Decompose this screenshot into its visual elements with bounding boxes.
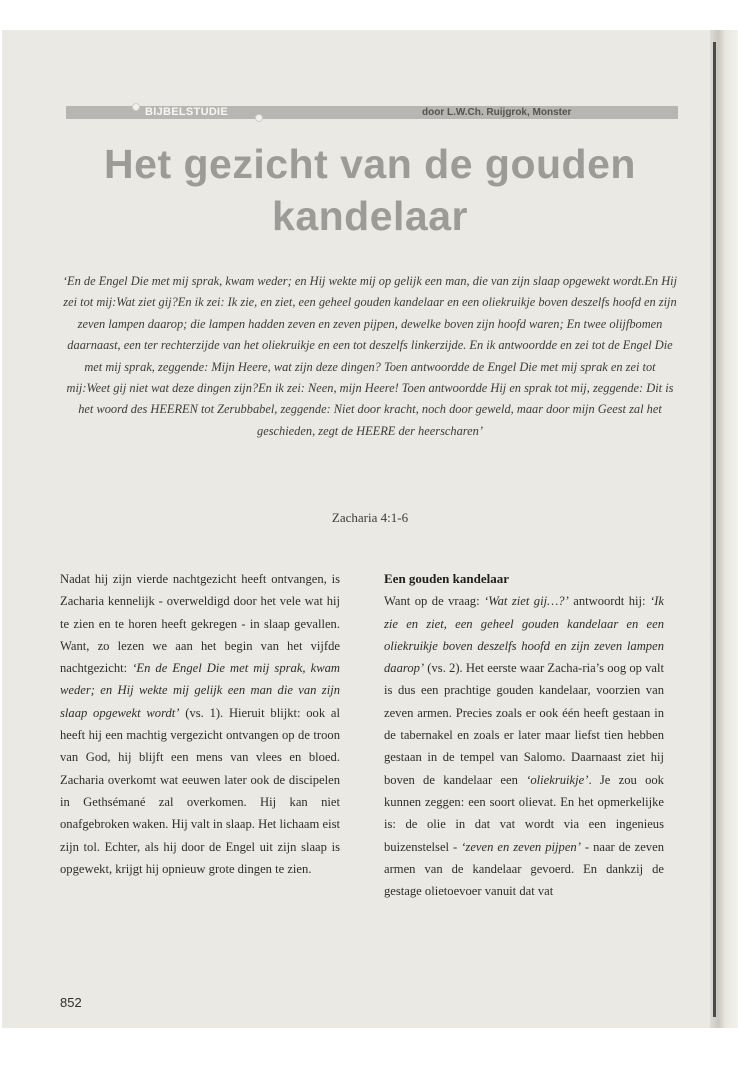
right-column	[384, 568, 664, 902]
page-number: 852	[60, 995, 82, 1010]
body-text: - naar de zeven armen van de kandelaar gevoerd. En dankzij de gestage olietoevoer vanuit dat vat	[384, 839, 664, 899]
body-text: antwoordt hij:	[568, 594, 651, 609]
title-line-1: Het gezicht van de gouden	[104, 141, 636, 187]
inline-quote: ‘Ik zie en ziet, een geheel gouden kandelaar en een oliekruikje boven deszelfs hoofd en zijn zeven lampen daarop’	[384, 594, 664, 676]
section-label: BIJBELSTUDIE	[145, 106, 229, 118]
body-text: (vs. 1). Hieruit blijkt: ook al heeft hij een machtig vergezicht ontvangen op de troon van God, hij blijft een mens van vlees en bloed. Zacharia overkomt wat eeuwen later ook de discipelen in Gethsémané zal overkomen. Hij kan niet onafgebroken waken. Hij valt in slaap. Het lichaam eist zijn tol. Echter, als hij door de Engel uit zijn slaap is opgewekt, krijgt hij opnieuw grote dingen te zien.	[60, 705, 340, 876]
section-heading: Een gouden kandelaar	[384, 571, 509, 586]
header-dot-icon	[255, 114, 263, 122]
scripture-quote: ‘En de Engel Die met mij sprak, kwam weder; en Hij wekte mij op gelijk een man, die van zijn slaap opgewekt wordt.En Hij zei tot mij:Wat ziet gij?En ik zei: Ik zie, en ziet, een geheel gouden kandelaar en een oliekruikje boven deszelfs hoofd en zijn zeven lampen daarop; die lampen hadden zeven en zeven pijpen, dewelke boven zijn hoofd waren; En twee olijfbomen daarnaast, een ter rechterzijde van het oliekruikje en een tot deszelfs linkerzijde. En ik antwoordde en zei tot de Engel Die met mij sprak, zeggende: Mijn Heere, wat zijn deze dingen? Toen antwoordde de Engel Die met mij sprak en zei tot mij:Weet gij niet wat deze dingen zijn?En ik zei: Neen, mijn Heere! Toen antwoordde Hij en sprak tot mij, zeggende: Dit is het woord des HEEREN tot Zerubbabel, zeggende: Niet door kracht, noch door geweld, maar door mijn Geest zal het geschieden, zegt de HEERE der heerscharen’	[62, 274, 678, 438]
body-text: Want op de vraag:	[384, 594, 485, 609]
scripture-reference: Zacharia 4:1-6	[331, 510, 409, 525]
title-line-2: kandelaar	[272, 193, 468, 239]
body-text: Nadat hij zijn vierde nachtgezicht heeft ontvangen, is Zacharia kennelijk - overweldigd door het vele wat hij te zien en te horen heeft gekregen - in slaap gevallen. Want, zo lezen we aan het begin van het vijfde nachtgezicht:	[60, 572, 340, 676]
body-text: . Je zou ook kunnen zeggen: een soort olievat. En het opmerkelijke is: de olie in dat vat wordt via een ingenieus buizenstelsel -	[384, 772, 664, 854]
inline-quote: ‘zeven en zeven pijpen’	[461, 839, 581, 854]
article-title	[60, 138, 680, 242]
body-paragraph	[384, 590, 664, 902]
inline-quote: ‘oliekruikje’	[526, 772, 589, 787]
inline-quote: ‘En de Engel Die met mij sprak, kwam weder; en Hij wekte mij gelijk een man die van zijn slaap opgewekt wordt’	[60, 661, 340, 720]
left-column	[60, 568, 340, 880]
body-text: (vs. 2). Het eerste waar Zacha-ria’s oog op valt is dus een prachtige gouden kandelaar, voorzien van zeven armen. Precies zoals er ook één heeft gestaan in de tabernakel en zoals er later maar liefst tien hebben gestaan in de tempel van Salomo. Daarnaast ziet hij boven de kandelaar een	[384, 661, 664, 787]
body-paragraph	[60, 568, 340, 880]
header-dot-icon	[132, 103, 140, 111]
author-byline: door L.W.Ch. Ruijgrok, Monster	[422, 107, 572, 118]
binding-edge	[713, 42, 716, 1017]
inline-quote: ‘Wat ziet gij…?’	[484, 594, 569, 609]
